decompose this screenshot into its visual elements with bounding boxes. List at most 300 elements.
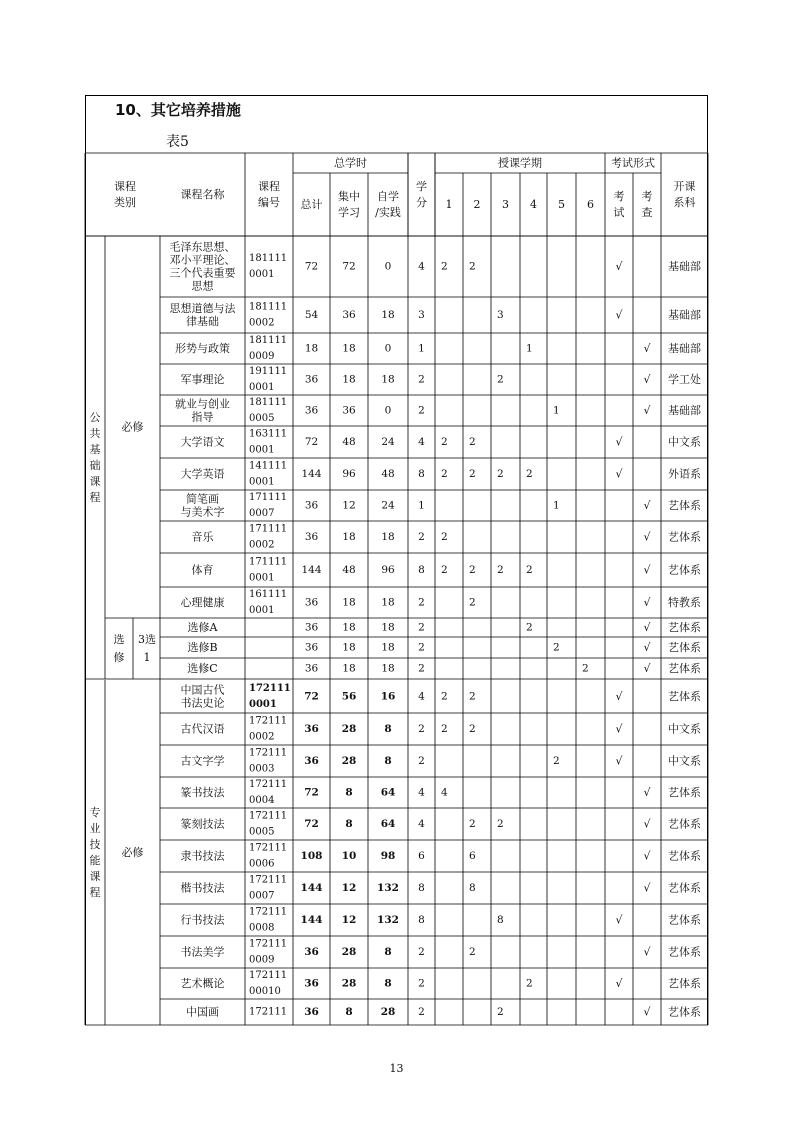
header-check: 考 xyxy=(641,190,653,203)
semester-1-value: 2 xyxy=(441,436,448,448)
cell-total: 72 xyxy=(304,786,319,799)
assessment-check-mark: √ xyxy=(643,945,651,959)
header-credits: 学 xyxy=(416,180,427,193)
course-code: 0007 xyxy=(249,508,275,519)
course-name: 古文字学 xyxy=(180,754,225,768)
semester-1-value: 2 xyxy=(441,723,448,735)
cell-total: 144 xyxy=(301,468,322,480)
department: 艺体系 xyxy=(668,977,701,990)
header-exam: 试 xyxy=(613,206,625,219)
course-name: 就业与创业 xyxy=(175,397,230,411)
semester-4-value: 1 xyxy=(526,342,533,355)
semester-1-value: 4 xyxy=(441,786,448,799)
course-code: 171111 xyxy=(249,556,288,568)
course-code: 0003 xyxy=(249,763,275,775)
cell-self: 8 xyxy=(384,755,392,767)
course-name: 楷书技法 xyxy=(180,881,225,895)
course-code: 0002 xyxy=(249,731,275,743)
semester-5-value: 2 xyxy=(553,641,560,654)
department: 基础部 xyxy=(668,308,701,322)
cell-credit: 2 xyxy=(418,621,425,634)
department: 艺体系 xyxy=(668,786,701,799)
assessment-check-mark: √ xyxy=(643,786,651,799)
cell-total: 18 xyxy=(304,342,319,355)
header-dept: 系科 xyxy=(673,196,696,209)
semester-4-value: 2 xyxy=(526,564,533,576)
header-course-code: 课程 xyxy=(258,180,280,193)
semester-2-value: 2 xyxy=(469,564,476,576)
department: 艺体系 xyxy=(668,1005,701,1019)
semester-3-value: 2 xyxy=(497,1006,504,1018)
cell-cls: 28 xyxy=(341,946,357,958)
header-semester-3: 3 xyxy=(502,198,509,211)
course-code: 0005 xyxy=(249,413,275,424)
course-code: 172111 xyxy=(249,970,288,981)
cell-self: 64 xyxy=(380,818,396,830)
course-code: 0001 xyxy=(249,572,275,584)
cell-self: 8 xyxy=(384,723,392,735)
cell-credit: 2 xyxy=(418,404,425,417)
department: 艺体系 xyxy=(668,849,701,863)
semester-1-value: 2 xyxy=(441,260,448,273)
department: 艺体系 xyxy=(668,662,701,675)
page-number: 13 xyxy=(389,1062,404,1075)
course-name: 心理健康 xyxy=(180,596,225,609)
semester-2-value: 2 xyxy=(469,436,476,448)
cell-cls: 12 xyxy=(342,499,356,512)
cell-cls: 18 xyxy=(342,342,356,355)
group-public-label: 程 xyxy=(89,491,101,504)
group-elective-rule: 1 xyxy=(143,651,151,664)
cell-credit: 4 xyxy=(418,786,425,799)
course-name: 艺术概论 xyxy=(180,977,225,990)
cell-credit: 1 xyxy=(418,499,425,512)
course-code: 0001 xyxy=(249,269,275,280)
semester-1-value: 2 xyxy=(441,531,448,543)
course-code: 0005 xyxy=(249,826,275,838)
course-code: 0006 xyxy=(249,858,275,870)
group-public-label: 础 xyxy=(89,459,101,472)
course-name: 毛泽东思想、 xyxy=(169,240,236,254)
department: 中文系 xyxy=(668,435,701,449)
assessment-check-mark: √ xyxy=(643,817,651,831)
course-code: 171111 xyxy=(249,492,288,503)
assessment-check-mark: √ xyxy=(643,881,651,895)
semester-4-value: 2 xyxy=(526,977,533,990)
course-code: 181111 xyxy=(249,335,288,346)
group-public-label: 共 xyxy=(89,427,101,440)
semester-4-value: 2 xyxy=(526,468,533,480)
course-code: 0001 xyxy=(249,476,275,488)
header-hours-self: 自学 xyxy=(377,190,399,203)
cell-cls: 18 xyxy=(342,373,356,386)
course-code: 191111 xyxy=(249,366,288,377)
semester-2-value: 2 xyxy=(469,260,476,273)
exam-check-mark: √ xyxy=(615,913,623,927)
cell-credit: 4 xyxy=(418,260,425,273)
course-name: 军事理论 xyxy=(180,373,225,386)
course-code: 0008 xyxy=(249,922,275,934)
semester-5-value: 1 xyxy=(553,499,560,512)
cell-credit: 2 xyxy=(418,531,425,543)
cell-total: 72 xyxy=(304,436,319,448)
exam-check-mark: √ xyxy=(615,754,623,768)
course-code: 00010 xyxy=(249,986,281,997)
assessment-check-mark: √ xyxy=(643,662,651,675)
semester-3-value: 2 xyxy=(497,564,504,576)
cell-cls: 72 xyxy=(342,260,356,273)
group-professional-label: 程 xyxy=(89,886,101,899)
cell-total: 144 xyxy=(301,564,322,576)
semester-2-value: 6 xyxy=(469,850,476,862)
course-name: 选修C xyxy=(187,662,218,675)
exam-check-mark: √ xyxy=(615,722,623,736)
cell-self: 18 xyxy=(381,309,395,321)
cell-self: 18 xyxy=(381,641,395,654)
cell-total: 36 xyxy=(304,596,319,609)
department: 艺体系 xyxy=(668,641,701,654)
department: 基础部 xyxy=(668,342,701,355)
semester-3-value: 3 xyxy=(497,309,504,321)
cell-self: 18 xyxy=(381,531,395,543)
department: 学工处 xyxy=(668,373,701,386)
semester-2-value: 2 xyxy=(469,946,476,958)
cell-cls: 18 xyxy=(342,662,356,675)
course-code: 141111 xyxy=(249,460,288,472)
cell-total: 108 xyxy=(300,850,323,862)
department: 外语系 xyxy=(668,467,701,481)
header-credits: 分 xyxy=(416,196,427,209)
assessment-check-mark: √ xyxy=(643,499,651,512)
semester-6-value: 2 xyxy=(582,662,589,675)
cell-total: 36 xyxy=(304,977,319,990)
header-exam-group: 考试形式 xyxy=(611,156,655,170)
cell-cls: 12 xyxy=(341,914,357,926)
semester-3-value: 2 xyxy=(497,373,504,386)
header-category: 课程 xyxy=(114,180,136,193)
group-professional-label: 能 xyxy=(89,854,101,867)
department: 艺体系 xyxy=(668,690,701,703)
department: 基础部 xyxy=(668,260,701,273)
header-exam: 考 xyxy=(613,190,625,203)
cell-cls: 8 xyxy=(345,1006,353,1018)
assessment-check-mark: √ xyxy=(643,641,651,654)
header-semester-2: 2 xyxy=(473,198,481,211)
course-name: 篆书技法 xyxy=(180,786,225,799)
course-code: 172111 xyxy=(249,779,288,790)
cell-self: 132 xyxy=(377,914,399,926)
cell-credit: 2 xyxy=(418,662,425,675)
course-name: 选修A xyxy=(187,621,218,634)
semester-2-value: 2 xyxy=(469,596,476,609)
cell-total: 36 xyxy=(304,723,319,735)
course-name: 书法美学 xyxy=(180,945,225,959)
group-required-label-2: 必修 xyxy=(121,846,144,859)
course-code: 163111 xyxy=(249,428,288,440)
header-hours-group: 总学时 xyxy=(334,156,367,170)
department: 中文系 xyxy=(668,722,701,736)
department: 特教系 xyxy=(668,596,701,609)
course-name: 音乐 xyxy=(191,530,214,544)
cell-self: 98 xyxy=(380,850,396,862)
course-name: 中国古代 xyxy=(180,683,225,697)
course-name: 隶书技法 xyxy=(180,849,225,863)
cell-total: 36 xyxy=(304,662,319,675)
course-name: 邓小平理论、 xyxy=(169,253,236,267)
group-elective-rule: 3选 xyxy=(138,633,156,646)
course-code: 0001 xyxy=(249,605,275,616)
cell-cls: 36 xyxy=(342,309,356,321)
course-name: 思想 xyxy=(191,279,214,293)
course-name: 大学英语 xyxy=(180,467,225,481)
cell-credit: 2 xyxy=(418,946,425,958)
cell-credit: 8 xyxy=(418,564,425,576)
assessment-check-mark: √ xyxy=(643,342,651,355)
cell-credit: 8 xyxy=(418,882,425,894)
group-professional-label: 业 xyxy=(89,822,101,835)
cell-total: 36 xyxy=(304,755,319,767)
course-code: 0002 xyxy=(249,539,275,551)
header-semester-4: 4 xyxy=(530,198,537,211)
course-code: 172111 xyxy=(249,747,288,759)
department: 艺体系 xyxy=(668,621,701,634)
exam-check-mark: √ xyxy=(615,308,623,322)
course-code: 172111 xyxy=(249,1006,288,1018)
cell-self: 18 xyxy=(381,662,395,675)
semester-1-value: 2 xyxy=(441,690,448,703)
header-hours-class: 集中 xyxy=(338,190,360,203)
cell-cls: 18 xyxy=(342,641,356,654)
assessment-check-mark: √ xyxy=(643,621,651,634)
cell-cls: 18 xyxy=(342,596,356,609)
semester-3-value: 2 xyxy=(497,468,504,480)
header-semester-6: 6 xyxy=(587,198,594,211)
assessment-check-mark: √ xyxy=(643,530,651,544)
course-code: 172111 xyxy=(249,842,288,854)
cell-total: 36 xyxy=(304,531,319,543)
course-code: 172111 xyxy=(249,938,288,950)
group-public-label: 公 xyxy=(89,411,101,424)
cell-credit: 3 xyxy=(418,309,425,321)
assessment-check-mark: √ xyxy=(643,373,651,386)
cell-credit: 8 xyxy=(418,468,425,480)
cell-total: 144 xyxy=(300,914,323,926)
cell-cls: 28 xyxy=(341,755,357,767)
course-name: 体育 xyxy=(191,563,214,577)
course-name: 律基础 xyxy=(186,315,219,328)
course-name: 形势与政策 xyxy=(175,342,230,355)
cell-credit: 1 xyxy=(418,342,425,355)
cell-credit: 4 xyxy=(418,690,425,703)
cell-credit: 8 xyxy=(418,914,425,926)
cell-cls: 28 xyxy=(341,977,357,990)
cell-self: 16 xyxy=(380,690,396,703)
cell-total: 144 xyxy=(300,882,323,894)
course-code: 181111 xyxy=(249,397,288,408)
group-professional-label: 技 xyxy=(89,838,101,851)
cell-cls: 96 xyxy=(342,468,356,480)
cell-self: 0 xyxy=(384,404,392,417)
cell-cls: 18 xyxy=(342,621,356,634)
cell-total: 36 xyxy=(304,621,319,634)
semester-3-value: 2 xyxy=(497,818,504,830)
header-dept: 开课 xyxy=(673,180,696,193)
assessment-check-mark: √ xyxy=(643,404,651,417)
group-professional-label: 专 xyxy=(89,806,101,819)
course-name: 与美术字 xyxy=(180,505,225,519)
course-code: 161111 xyxy=(249,589,288,600)
course-code: 172111 xyxy=(249,906,288,918)
department: 基础部 xyxy=(668,404,701,417)
cell-credit: 4 xyxy=(418,818,425,830)
cell-self: 18 xyxy=(381,621,395,634)
cell-credit: 2 xyxy=(418,977,425,990)
group-professional-label: 课 xyxy=(89,870,101,883)
cell-cls: 56 xyxy=(341,690,357,703)
cell-cls: 48 xyxy=(342,564,356,576)
course-code: 172111 xyxy=(249,810,288,822)
course-name: 三个代表重要 xyxy=(169,266,236,280)
semester-2-value: 2 xyxy=(469,818,476,830)
course-code: 0001 xyxy=(249,699,277,710)
cell-cls: 28 xyxy=(341,723,357,735)
cell-total: 72 xyxy=(304,690,319,703)
cell-total: 36 xyxy=(304,946,319,958)
cell-credit: 2 xyxy=(418,596,425,609)
cell-self: 64 xyxy=(380,786,396,799)
assessment-check-mark: √ xyxy=(643,596,651,609)
semester-1-value: 2 xyxy=(441,564,448,576)
group-required-label: 必修 xyxy=(121,420,144,434)
cell-self: 48 xyxy=(381,468,395,480)
course-name: 篆刻技法 xyxy=(180,817,225,831)
semester-2-value: 2 xyxy=(469,690,476,703)
group-elective-label: 修 xyxy=(113,651,125,664)
assessment-check-mark: √ xyxy=(643,563,651,577)
cell-credit: 2 xyxy=(418,373,425,386)
cell-self: 24 xyxy=(381,499,395,512)
semester-1-value: 2 xyxy=(441,468,448,480)
section-title: 10、其它培养措施 xyxy=(115,101,241,119)
cell-self: 0 xyxy=(384,260,392,273)
course-name: 大学语文 xyxy=(180,435,225,449)
course-code: 0002 xyxy=(249,317,275,329)
cell-cls: 8 xyxy=(345,818,353,830)
course-name: 古代汉语 xyxy=(180,722,225,736)
cell-self: 8 xyxy=(384,946,392,958)
course-code: 172111 xyxy=(249,874,288,886)
department: 艺体系 xyxy=(668,945,701,959)
department: 艺体系 xyxy=(668,563,701,577)
assessment-check-mark: √ xyxy=(643,1005,651,1019)
course-code: 181111 xyxy=(249,253,288,264)
course-code: 181111 xyxy=(249,301,288,313)
cell-self: 28 xyxy=(380,1006,396,1018)
semester-5-value: 2 xyxy=(553,755,560,767)
department: 中文系 xyxy=(668,754,701,768)
header-hours-class: 学习 xyxy=(338,206,360,219)
course-code: 172111 xyxy=(249,715,288,727)
assessment-check-mark: √ xyxy=(643,849,651,863)
cell-cls: 8 xyxy=(345,786,353,799)
course-name: 简笔画 xyxy=(186,492,219,506)
exam-check-mark: √ xyxy=(615,435,623,449)
course-code: 0001 xyxy=(249,382,275,393)
group-public-label: 课 xyxy=(89,475,101,488)
course-name: 书法史论 xyxy=(180,696,225,710)
cell-credit: 2 xyxy=(418,723,425,735)
course-name: 选修B xyxy=(187,641,218,654)
course-name: 思想道德与法 xyxy=(169,302,236,315)
semester-3-value: 8 xyxy=(497,914,504,926)
cell-self: 18 xyxy=(381,596,395,609)
course-code: 0009 xyxy=(249,954,275,966)
course-code: 172111 xyxy=(249,683,291,694)
semester-5-value: 1 xyxy=(553,404,560,417)
department: 艺体系 xyxy=(668,817,701,831)
cell-total: 72 xyxy=(304,260,319,273)
cell-total: 72 xyxy=(304,818,319,830)
cell-cls: 18 xyxy=(342,531,356,543)
exam-check-mark: √ xyxy=(615,977,623,990)
cell-cls: 12 xyxy=(341,882,357,894)
header-course-code: 编号 xyxy=(258,196,280,209)
cell-self: 24 xyxy=(381,436,395,448)
header-course-name: 课程名称 xyxy=(180,188,225,201)
exam-check-mark: √ xyxy=(615,690,623,703)
course-code: 0007 xyxy=(249,890,275,902)
cell-total: 54 xyxy=(304,309,319,321)
cell-self: 132 xyxy=(377,882,399,894)
cell-total: 36 xyxy=(304,404,319,417)
cell-credit: 2 xyxy=(418,755,425,767)
header-semester-5: 5 xyxy=(558,198,565,211)
cell-self: 18 xyxy=(381,373,395,386)
header-hours-self: /实践 xyxy=(375,206,401,219)
cell-self: 0 xyxy=(384,342,392,355)
department: 艺体系 xyxy=(668,499,701,512)
cell-total: 36 xyxy=(304,641,319,654)
cell-credit: 6 xyxy=(418,850,425,862)
table-caption: 表5 xyxy=(166,134,189,150)
cell-total: 36 xyxy=(304,373,319,386)
cell-total: 36 xyxy=(304,499,319,512)
cell-cls: 48 xyxy=(342,436,356,448)
course-code: 171111 xyxy=(249,523,288,535)
cell-self: 8 xyxy=(384,977,392,990)
header-category: 类别 xyxy=(114,196,136,209)
cell-credit: 4 xyxy=(418,436,425,448)
course-name: 中国画 xyxy=(186,1005,219,1019)
header-semester-1: 1 xyxy=(445,198,453,211)
cell-credit: 2 xyxy=(418,641,425,654)
cell-self: 96 xyxy=(381,564,395,576)
semester-4-value: 2 xyxy=(526,621,533,634)
cell-total: 36 xyxy=(304,1006,319,1018)
cell-cls: 36 xyxy=(342,404,356,417)
group-elective-label: 选 xyxy=(113,633,125,646)
header-hours-total: 总计 xyxy=(300,198,323,211)
cell-cls: 10 xyxy=(341,850,357,862)
semester-2-value: 2 xyxy=(469,468,476,480)
header-check: 查 xyxy=(641,206,653,219)
exam-check-mark: √ xyxy=(615,260,623,273)
course-name: 指导 xyxy=(191,410,214,424)
header-semesters-group: 授课学期 xyxy=(498,156,542,170)
cell-credit: 2 xyxy=(418,1006,425,1018)
exam-check-mark: √ xyxy=(615,467,623,481)
course-code: 0004 xyxy=(249,795,275,806)
